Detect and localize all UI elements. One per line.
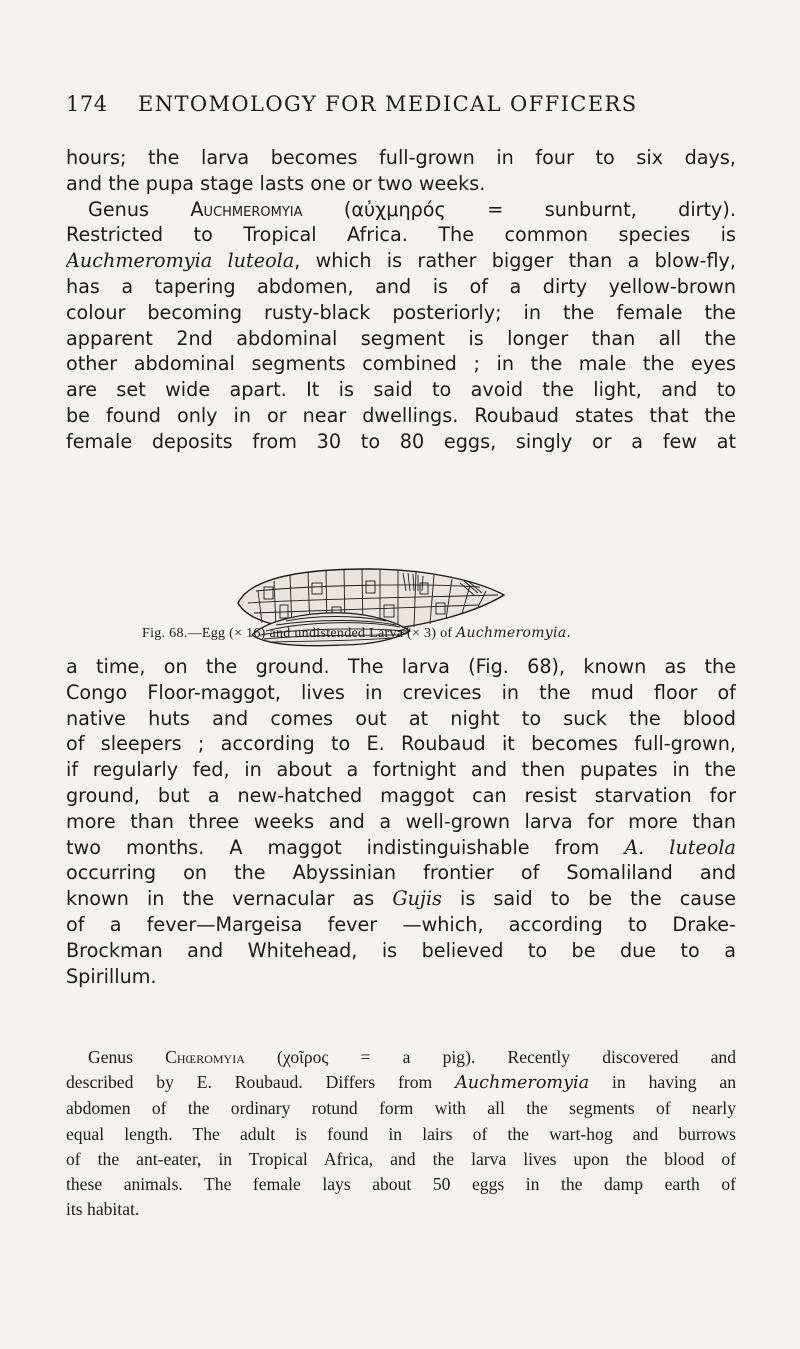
text-line: two months. A maggot indistinguishable from A. luteola <box>66 835 736 859</box>
text-line: Genus Auchmeromyia (αὐχμηρός = sunburnt, dirty). <box>88 197 736 221</box>
species-name: Auchmeromyia luteola <box>66 249 295 273</box>
text-line: these animals. The female lays about 50 eggs in the damp earth of <box>66 1174 736 1195</box>
text-line: of a fever—Margeisa fever —which, according to Drake- <box>66 912 736 936</box>
text-line: has a tapering abdomen, and is of a dirty yellow-brown <box>66 274 736 298</box>
text-line: and the pupa stage lasts one or two weeks. <box>66 171 486 195</box>
vernacular-name: Gujis <box>392 887 442 911</box>
page-number: 174 <box>66 92 108 116</box>
running-header <box>66 92 706 126</box>
text-line: native huts and comes out at night to suck the blood <box>66 706 736 730</box>
text-line: its habitat. <box>66 1199 140 1220</box>
text-line: Spirillum. <box>66 964 157 988</box>
paragraph-choeromyia <box>66 1045 736 1222</box>
text-line: be found only in or near dwellings. Roubaud states that the <box>66 403 736 427</box>
text-line: other abdominal segments combined ; in the male the eyes <box>66 352 736 376</box>
text-line: of sleepers ; according to E. Roubaud it becomes full-grown, <box>66 732 736 756</box>
genus-name: Chœromyia <box>165 1047 245 1067</box>
text-line: Auchmeromyia luteola, which is rather bigger than a blow-fly, <box>66 249 736 273</box>
text-line: colour becoming rusty-black posteriorly; in the female the <box>66 300 736 324</box>
text-line: ground, but a new-hatched maggot can resist starvation for <box>66 783 736 807</box>
text-line: hours; the larva becomes full-grown in four to six days, <box>66 146 736 169</box>
caption-genus: Auchmeromyia. <box>456 625 572 641</box>
text-line: Genus Chœromyia (χοῖρος = a pig). Recently discovered and <box>88 1047 736 1067</box>
text-line: known in the vernacular as Gujis is said to be the cause <box>66 887 736 911</box>
text-line: are set wide apart. It is said to avoid the light, and to <box>66 378 736 402</box>
genus-name: Auchmeromyia <box>190 197 303 221</box>
text-line: more than three weeks and a well-grown larva for more than <box>66 809 736 833</box>
text-line: female deposits from 30 to 80 eggs, singly or a few at <box>66 429 736 453</box>
text-line: described by E. Roubaud. Differs from Auchmeromyia in having an <box>66 1072 736 1094</box>
genus-name-italic: Auchmeromyia <box>455 1073 590 1094</box>
text-line: of the ant-eater, in Tropical Africa, and the larva lives upon the blood of <box>66 1148 736 1169</box>
species-name: A. luteola <box>624 835 736 859</box>
text-line: if regularly fed, in about a fortnight and then pupates in the <box>66 758 736 782</box>
paragraph-larva-development <box>66 145 736 455</box>
text-line: occurring on the Abyssinian frontier of Somaliland and <box>66 861 736 885</box>
text-line: Brockman and Whitehead, is believed to be due to a <box>66 938 736 962</box>
figure-caption: Fig. 68.—Egg (× 16) and undistended Larva (× 3) of Auchmeromyia. <box>142 625 572 641</box>
running-head: ENTOMOLOGY FOR MEDICAL OFFICERS <box>138 92 638 116</box>
text-line: abdomen of the ordinary rotund form with all the segments of nearly <box>66 1098 736 1119</box>
text-line: apparent 2nd abdominal segment is longer than all the <box>66 326 736 350</box>
text-line: Congo Floor-maggot, lives in crevices in the mud floor of <box>66 680 736 704</box>
paragraph-congo-floor-maggot <box>66 654 736 989</box>
text-line: equal length. The adult is found in lairs of the wart-hog and burrows <box>66 1123 736 1144</box>
text-line: Restricted to Tropical Africa. The common species is <box>66 223 736 247</box>
text-line: a time, on the ground. The larva (Fig. 68), known as the <box>66 655 736 678</box>
